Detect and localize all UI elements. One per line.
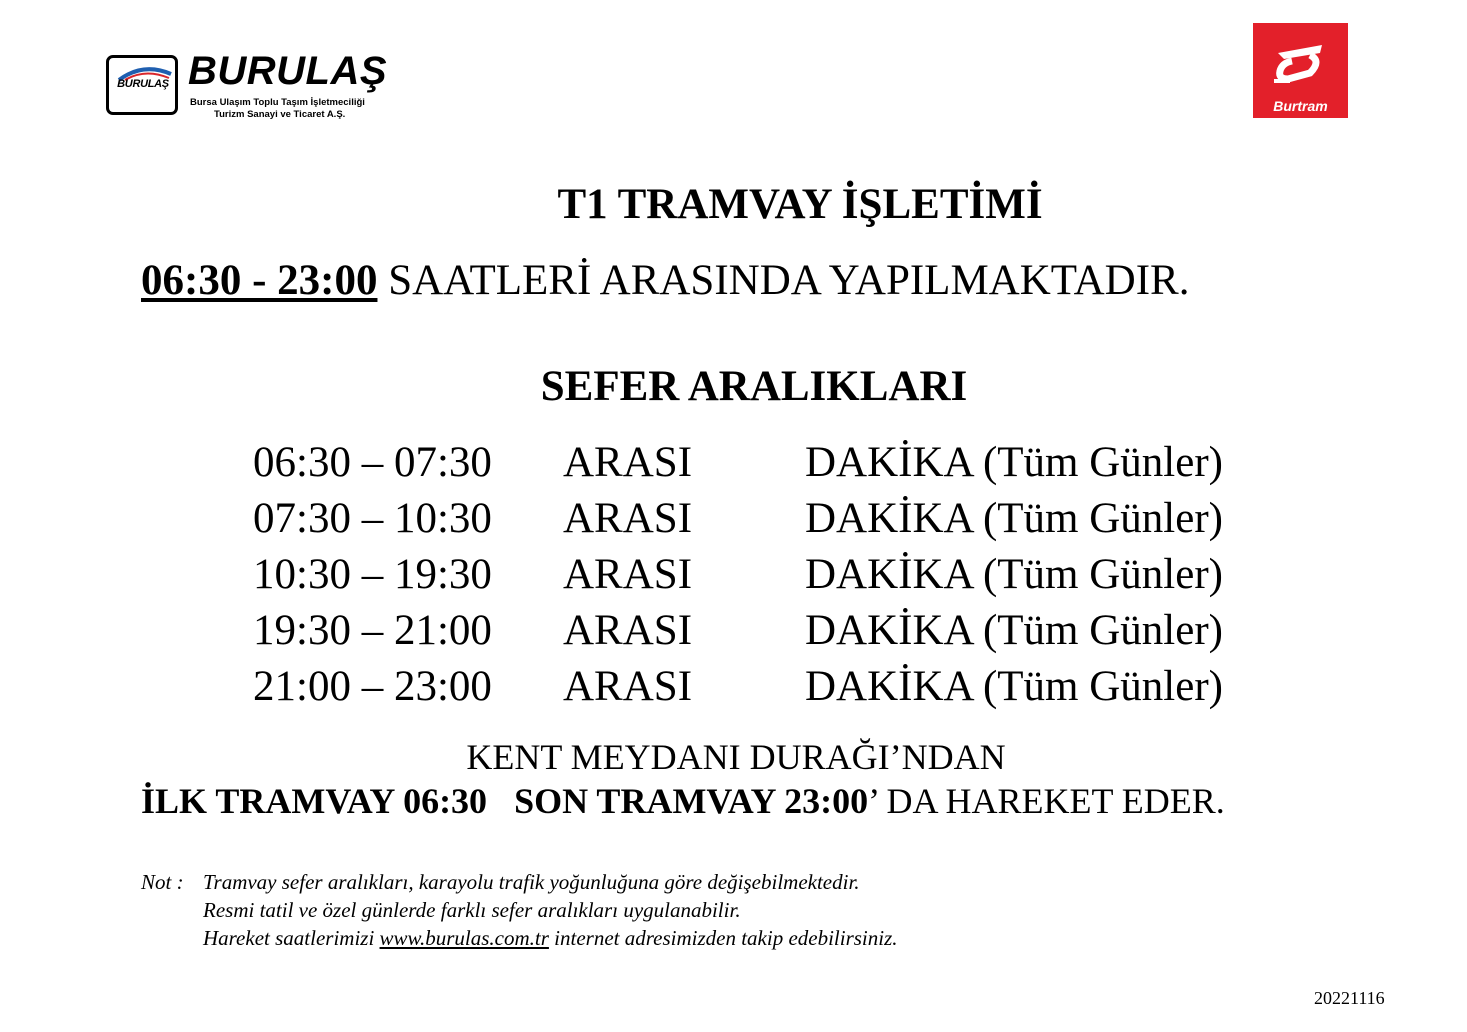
tram-mark-icon <box>1270 41 1330 91</box>
departure-suffix: ’ DA HAREKET EDER. <box>868 781 1225 821</box>
burulas-wordmark: BURULAŞ <box>188 49 388 93</box>
burulas-logo <box>106 49 426 123</box>
schedule-unit: DAKİKA (Tüm Günler) <box>805 607 1223 654</box>
website-link[interactable]: www.burulas.com.tr <box>379 926 549 950</box>
document-code: 20221116 <box>1314 988 1385 1008</box>
schedule-time: 21:00 – 23:00 <box>253 663 492 710</box>
burulas-subtitle-line1: Bursa Ulaşım Toplu Taşım İşletmeciliği <box>190 97 365 108</box>
burtram-logo <box>1253 23 1348 118</box>
note-line-1: Tramvay sefer aralıkları, karayolu trafik yoğunluğuna göre değişebilmektedir. <box>203 870 860 894</box>
note-line-2: Resmi tatil ve özel günlerde farklı sefer aralıkları uygulanabilir. <box>203 898 741 922</box>
schedule-between: ARASI <box>563 439 693 486</box>
schedule-unit: DAKİKA (Tüm Günler) <box>805 663 1223 710</box>
note-prefix: Not : <box>141 870 184 894</box>
schedule-time: 10:30 – 19:30 <box>253 551 492 598</box>
schedule-between: ARASI <box>563 607 693 654</box>
schedule-title: SEFER ARALIKLARI <box>540 363 968 410</box>
schedule-unit: DAKİKA (Tüm Günler) <box>805 439 1223 486</box>
operating-hours <box>141 256 1189 305</box>
operating-hours-range: 06:30 - 23:00 <box>141 257 378 304</box>
burulas-subtitle-line2: Turizm Sanayi ve Ticaret A.Ş. <box>214 109 346 120</box>
operating-hours-text: SAATLERİ ARASINDA YAPILMAKTADIR. <box>377 257 1190 304</box>
note-line-3-before: Hareket saatlerimizi <box>203 926 380 950</box>
last-tram: SON TRAMVAY 23:00 <box>514 781 869 821</box>
departure-stop: KENT MEYDANI DURAĞI’NDAN <box>466 737 1006 777</box>
schedule-time: 19:30 – 21:00 <box>253 607 492 654</box>
burtram-label: Burtram <box>1273 98 1328 114</box>
schedule-time: 06:30 – 07:30 <box>253 439 492 486</box>
burulas-badge-text: BURULAŞ <box>117 78 169 90</box>
schedule-between: ARASI <box>563 663 693 710</box>
schedule-unit: DAKİKA (Tüm Günler) <box>805 551 1223 598</box>
schedule-between: ARASI <box>563 551 693 598</box>
burulas-badge <box>106 55 178 115</box>
page-title: T1 TRAMVAY İŞLETİMİ <box>557 181 1043 228</box>
schedule-between: ARASI <box>563 495 693 542</box>
schedule-unit: DAKİKA (Tüm Günler) <box>805 495 1223 542</box>
note-line-3-after: internet adresimizden takip edebilirsiniz. <box>548 926 898 950</box>
note-line-3 <box>203 924 898 952</box>
schedule-time: 07:30 – 10:30 <box>253 495 492 542</box>
first-last-tram <box>141 780 1225 822</box>
first-tram: İLK TRAMVAY 06:30 <box>141 781 488 821</box>
